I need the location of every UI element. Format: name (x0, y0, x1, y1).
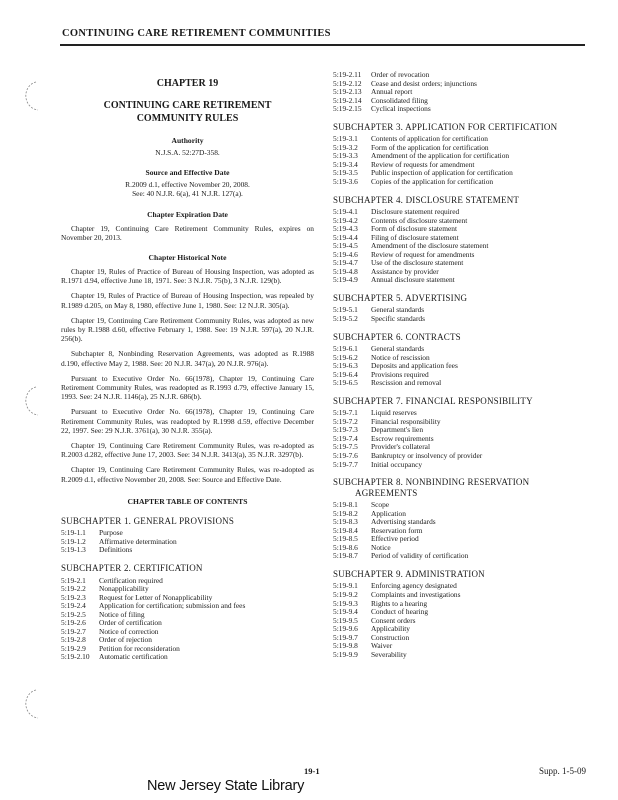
toc-entry (333, 461, 593, 470)
section-title: Escrow requirements (371, 433, 434, 443)
section-title: Affirmative determination (99, 536, 177, 546)
section-number: 5:19-7.2 (333, 416, 358, 426)
section-number: 5:19-8.6 (333, 542, 358, 552)
section-title: Automatic certification (99, 652, 168, 662)
toc-entry (61, 653, 314, 662)
historical-paragraph: Chapter 19, Continuing Care Retirement Community Rules, was re-adopted as R.2003 d.282, effective June 17, 2003. See: 34 N.J.R. 3413(a), 35 N.J.R. 3297(b). (61, 441, 314, 460)
section-number: 5:19-8.3 (333, 517, 358, 527)
section-number: 5:19-9.3 (333, 598, 358, 608)
section-title: Scope (371, 500, 390, 510)
section-number: 5:19-8.4 (333, 525, 358, 535)
section-number: 5:19-3.2 (333, 142, 358, 152)
historical-paragraph: Pursuant to Executive Order No. 66(1978), Chapter 19, Continuing Care Retirement Community Rules, was readopted by R.1998 d.59, effective December 22, 1997. See: 29 N.J.R. 3761(a), 30 N.J.R. 355(a). (61, 407, 314, 435)
toc-list (333, 345, 593, 388)
section-number: 5:19-2.3 (61, 592, 86, 602)
chapter-number: CHAPTER 19 (156, 78, 219, 89)
subchapter-heading: SUBCHAPTER 6. CONTRACTS (333, 331, 461, 342)
section-number: 5:19-3.5 (333, 168, 358, 178)
section-number: 5:19-2.13 (333, 87, 362, 97)
section-title: Annual report (371, 87, 413, 97)
punch-hole-mark (22, 385, 46, 417)
toc-list (333, 306, 593, 323)
section-title: Disclosure statement required (371, 207, 460, 217)
section-title: Nonapplicability (99, 584, 149, 594)
section-title: Conduct of hearing (371, 607, 429, 617)
section-title: Rescission and removal (371, 378, 442, 388)
section-number: 5:19-3.4 (333, 159, 358, 169)
section-title: Use of the disclosure statement (371, 258, 464, 268)
section-title: Liquid reserves (371, 408, 417, 418)
section-title: Department's lien (371, 425, 424, 435)
section-number: 5:19-4.3 (333, 224, 358, 234)
section-number: 5:19-3.6 (333, 176, 358, 186)
section-title: Amendment of the application for certification (371, 151, 510, 161)
section-title: Amendment of the disclosure statement (371, 241, 489, 251)
section-title: Construction (371, 632, 410, 642)
section-number: 5:19-2.2 (61, 584, 86, 594)
section-number: 5:19-9.1 (333, 581, 358, 591)
subchapter-heading: SUBCHAPTER 7. FINANCIAL RESPONSIBILITY (333, 395, 533, 406)
subchapter-heading: SUBCHAPTER 1. GENERAL PROVISIONS (61, 515, 235, 526)
section-title: Order of revocation (371, 70, 430, 79)
section-title: Contents of application for certification (371, 134, 488, 144)
section-number: 5:19-4.9 (333, 275, 358, 285)
section-title: Review of request for amendments (371, 249, 475, 259)
historical-paragraph: Subchapter 8, Nonbinding Reservation Agreements, was adopted as R.1988 d.190, effective May 2, 1988. See: 20 N.J.R. 347(a), 20 N.J.R. 976(a). (61, 349, 314, 368)
section-number: 5:19-7.3 (333, 425, 358, 435)
section-number: 5:19-2.6 (61, 618, 86, 628)
section-number: 5:19-2.15 (333, 104, 362, 114)
left-column (61, 72, 314, 662)
subchapter-heading-line: SUBCHAPTER 8. NONBINDING RESERVATION (333, 477, 530, 488)
section-title: Consolidated filing (371, 95, 428, 105)
section-title: General standards (371, 344, 425, 354)
section-number: 5:19-2.1 (61, 575, 86, 585)
section-number: 5:19-4.6 (333, 249, 358, 259)
section-title: Provider's collateral (371, 442, 430, 452)
section-number: 5:19-3.3 (333, 151, 358, 161)
toc-list (61, 577, 314, 662)
expiration-heading: Chapter Expiration Date (147, 209, 228, 219)
section-number: 5:19-9.8 (333, 641, 358, 651)
toc-entry (333, 552, 593, 561)
section-number: 5:19-2.8 (61, 635, 86, 645)
section-title: Applicability (371, 624, 410, 634)
section-number: 5:19-1.3 (61, 545, 86, 555)
source-line: R.2009 d.1, effective November 20, 2008. (125, 180, 250, 190)
toc-heading: CHAPTER TABLE OF CONTENTS (127, 496, 248, 506)
authority-text: N.J.S.A. 52:27D-358. (155, 148, 220, 157)
toc-entry (333, 276, 593, 285)
section-title: Consent orders (371, 615, 416, 625)
subchapter-heading: SUBCHAPTER 9. ADMINISTRATION (333, 568, 485, 579)
section-number: 5:19-6.4 (333, 369, 358, 379)
expiration-text: Chapter 19, Continuing Care Retirement Community Rules, expires on November 20, 2013. (61, 223, 314, 242)
section-number: 5:19-5.2 (333, 313, 358, 323)
section-title: Request for Letter of Nonapplicability (99, 592, 213, 602)
toc-entry (333, 651, 593, 660)
punch-hole-mark (22, 688, 46, 720)
historical-paragraph: Chapter 19, Rules of Practice of Bureau of Housing Inspection, was adopted as R.1971 d.94, effective June 18, 1971. See: 3 N.J.R. 75(b), 3 N.J.R. 129(b). (61, 267, 314, 286)
section-number: 5:19-9.9 (333, 649, 358, 659)
section-number: 5:19-9.7 (333, 632, 358, 642)
section-title: Advertising standards (371, 517, 436, 527)
subchapter-heading: SUBCHAPTER 4. DISCLOSURE STATEMENT (333, 194, 520, 205)
section-number: 5:19-2.4 (61, 601, 86, 611)
section-title: Period of validity of certification (371, 551, 469, 561)
section-number: 5:19-6.5 (333, 378, 358, 388)
section-title: General standards (371, 305, 425, 315)
section-title: Review of requests for amendment (371, 159, 475, 169)
section-number: 5:19-4.5 (333, 241, 358, 251)
section-title: Notice (371, 542, 391, 552)
right-column (333, 71, 593, 659)
section-number: 5:19-7.7 (333, 459, 358, 469)
section-title: Enforcing agency designated (371, 581, 457, 591)
chapter-title: CONTINUING CARE RETIREMENT COMMUNITY RULES (103, 100, 272, 124)
section-title: Provisions required (371, 369, 429, 379)
section-number: 5:19-7.1 (333, 408, 358, 418)
toc-list (333, 409, 593, 469)
section-title: Certification required (99, 575, 163, 585)
section-title: Notice of filing (99, 609, 145, 619)
section-title: Petition for reconsideration (99, 643, 180, 653)
section-title: Public inspection of application for certification (371, 168, 513, 178)
section-title: Deposits and application fees (371, 361, 458, 371)
toc-list (333, 501, 593, 561)
section-title: Notice of rescission (371, 352, 430, 362)
section-title: Waiver (371, 641, 393, 651)
section-number: 5:19-4.7 (333, 258, 358, 268)
section-title: Application for certification; submission and fees (99, 601, 246, 611)
section-title: Order of rejection (99, 635, 152, 645)
toc-entry (333, 178, 593, 187)
authority-heading: Authority (171, 136, 204, 145)
source-heading: Source and Effective Date (145, 168, 230, 178)
section-number: 5:19-9.6 (333, 624, 358, 634)
toc-list (61, 529, 314, 555)
subchapter-heading: SUBCHAPTER 2. CERTIFICATION (61, 563, 203, 574)
section-title: Severability (371, 649, 407, 659)
subchapter-heading: SUBCHAPTER 3. APPLICATION FOR CERTIFICATION (333, 121, 558, 132)
historical-paragraph: Chapter 19, Continuing Care Retirement Community Rules, was re-adopted as R.2009 d.1, effective November 20, 2008. See: Source and Effective Date. (61, 465, 314, 484)
section-number: 5:19-2.14 (333, 95, 362, 105)
section-number: 5:19-3.1 (333, 134, 358, 144)
section-title: Bankruptcy or insolvency of provider (371, 451, 483, 460)
historical-paragraph: Pursuant to Executive Order No. 66(1978), Chapter 19, Continuing Care Retirement Community Rules, was readopted as R.1993 d.79, effective January 15, 1993. See: 24 N.J.R. 1146(a), 25 N.J.R. 686(b). (61, 373, 314, 402)
historical-heading: Chapter Historical Note (148, 253, 227, 263)
section-title: Copies of the application for certification (371, 176, 494, 186)
section-number: 5:19-2.11 (333, 70, 362, 79)
section-number: 5:19-6.3 (333, 361, 358, 371)
section-title: Complaints and investigations (371, 589, 461, 599)
toc-entry (333, 379, 593, 388)
section-title: Effective period (371, 534, 419, 544)
section-number: 5:19-7.6 (333, 451, 358, 460)
section-title: Financial responsibility (371, 416, 441, 426)
section-number: 5:19-8.1 (333, 500, 358, 510)
section-title: Reservation form (371, 525, 423, 535)
section-number: 5:19-2.12 (333, 78, 362, 88)
section-number: 5:19-1.1 (61, 528, 86, 538)
section-title: Initial occupancy (371, 459, 423, 469)
header-rule (60, 44, 585, 46)
section-title: Specific standards (371, 313, 425, 323)
section-number: 5:19-7.4 (333, 433, 358, 443)
toc-list (333, 135, 593, 186)
section-title: Contents of disclosure statement (371, 215, 468, 225)
section-title: Definitions (99, 545, 133, 555)
punch-hole-mark (22, 80, 46, 112)
toc-list (333, 71, 593, 114)
toc-entry (61, 546, 314, 555)
library-watermark: New Jersey State Library (147, 778, 305, 794)
section-number: 5:19-9.2 (333, 589, 358, 599)
toc-entry (333, 315, 593, 324)
section-number: 5:19-5.1 (333, 305, 358, 315)
section-number: 5:19-4.8 (333, 266, 358, 276)
section-title: Form of the application for certification (371, 142, 489, 152)
historical-paragraph: Chapter 19, Continuing Care Retirement Community Rules, was adopted as new rules by R.1988 d.60, effective February 1, 1988. See: 19 N.J.R. 597(a), 20 N.J.R. 256(b). (61, 315, 314, 344)
section-number: 5:19-6.2 (333, 352, 358, 362)
section-number: 5:19-4.1 (333, 207, 358, 217)
section-title: Form of disclosure statement (371, 224, 458, 234)
subchapter-heading: SUBCHAPTER 5. ADVERTISING (333, 292, 468, 303)
section-number: 5:19-2.5 (61, 609, 86, 619)
toc-entry (333, 105, 593, 114)
section-number: 5:19-9.5 (333, 615, 358, 625)
section-title: Rights to a hearing (371, 598, 428, 608)
historical-paragraph: Chapter 19, Rules of Practice of Bureau of Housing Inspection, was repealed by R.1989 d.205, on May 8, 1980, effective June 1, 1980. See: 12 N.J.R. 305(a). (61, 291, 314, 310)
toc-list (333, 208, 593, 285)
subchapter-heading-line: AGREEMENTS (355, 487, 418, 498)
page-number: 19-1 (304, 766, 320, 776)
section-number: 5:19-2.9 (61, 643, 86, 653)
section-title: Order of certification (99, 618, 162, 628)
toc-list (333, 582, 593, 659)
section-title: Filing of disclosure statement (371, 232, 459, 242)
running-header: CONTINUING CARE RETIREMENT COMMUNITIES (62, 28, 331, 39)
section-title: Notice of correction (99, 626, 159, 636)
section-number: 5:19-8.7 (333, 551, 358, 561)
section-number: 5:19-8.5 (333, 534, 358, 544)
section-title: Assistance by provider (371, 266, 439, 276)
section-number: 5:19-2.7 (61, 626, 86, 636)
section-number: 5:19-1.2 (61, 536, 86, 546)
section-title: Cyclical inspections (371, 104, 431, 114)
source-line: See: 40 N.J.R. 6(a), 41 N.J.R. 127(a). (132, 189, 243, 199)
section-title: Purpose (99, 528, 123, 538)
section-number: 5:19-4.2 (333, 215, 358, 225)
supplement-date: Supp. 1-5-09 (539, 766, 586, 776)
section-title: Application (371, 508, 406, 518)
subchapter-heading (333, 477, 593, 498)
section-title: Annual disclosure statement (371, 275, 455, 285)
section-number: 5:19-6.1 (333, 344, 358, 354)
section-number: 5:19-9.4 (333, 607, 358, 617)
section-number: 5:19-4.4 (333, 232, 358, 242)
section-number: 5:19-2.10 (61, 652, 90, 662)
section-number: 5:19-7.5 (333, 442, 358, 452)
section-number: 5:19-8.2 (333, 508, 358, 518)
section-title: Cease and desist orders; injunctions (371, 78, 477, 88)
